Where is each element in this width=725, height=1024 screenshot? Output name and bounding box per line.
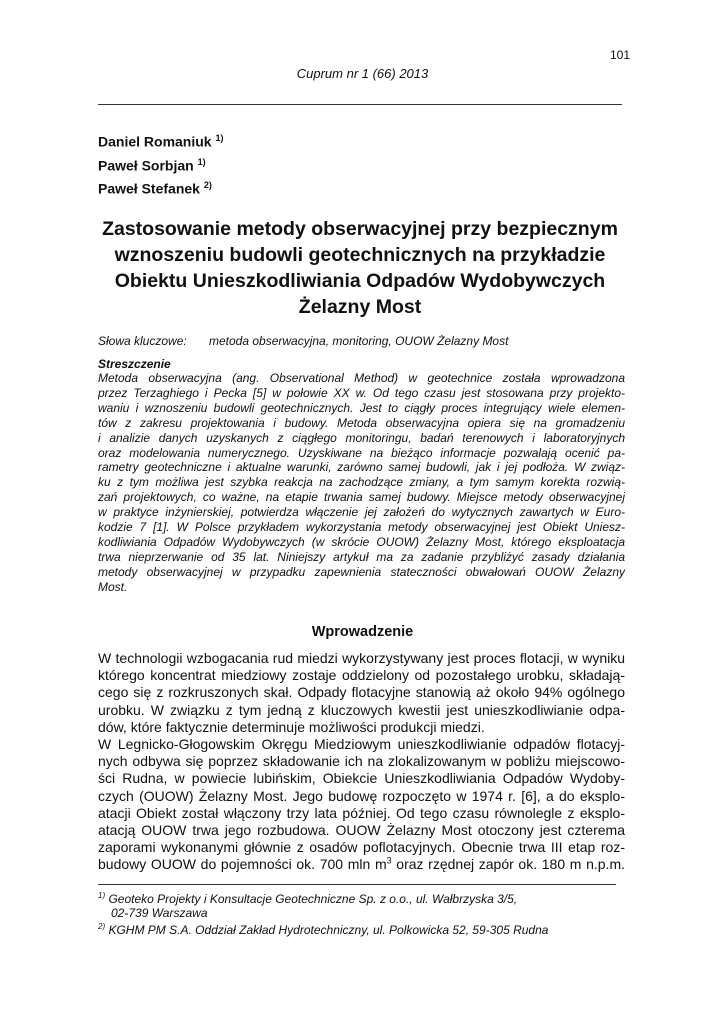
abstract-line: trwa nieprzerwanie od 35 lat. Niniejszy artykuł ma za zadanie przybliżyć zasady działania — [98, 549, 625, 564]
footnote-divider — [98, 884, 616, 885]
paper-title: Zastosowanie metody obserwacyjnej przy bezpiecznym wznoszeniu budowli geotechnicznych na przykładzie Obiektu Unieszkodliwiania Odpadów Wydobywczych Żelazny Most — [102, 218, 618, 318]
header-divider — [98, 104, 622, 105]
page-number: 101 — [609, 48, 630, 62]
abstract-line: waniu i wznoszeniu budowli geotechnicznych. Jest to ciągły proces integrujący wiele elemen- — [98, 400, 625, 415]
abstract-line: Most. — [98, 579, 128, 594]
abstract-line: metody obserwacyjnej w przypadku zapewnienia stateczności obwałowań OUOW Żelazny — [98, 564, 625, 579]
body-line: atacją OUOW trwa jego rozbudowa. OUOW Żelazny Most otoczony jest czterema — [98, 822, 625, 839]
abstract-line: przez Terzaghiego i Pecka [5] w połowie XX w. Od tego czasu jest stosowana przy projekto- — [98, 385, 625, 400]
footnotes — [98, 889, 548, 937]
intro-text — [98, 650, 625, 874]
body-line: którego koncentrat miedziowy zostaje oddzielony od pozostałego urobku, składają- — [98, 667, 625, 684]
footnote: $^{1)}$ Geoteko Projekty i Konsultacje Geotechniczne Sp. z o.o., ul. Wałbrzyska 3/5, — [98, 891, 518, 906]
body-line: cego się z rozkruszonych skał. Odpady flotacyjne stanowią aż około 94% ogólnego — [98, 684, 625, 701]
body-line: W technologii wzbogacania rud miedzi wykorzystywany jest proces flotacji, w wyniku — [98, 650, 625, 666]
abstract-line: tów z zakresu projektowania i budowy. Metoda obserwacyjna opiera się na gromadzeniu — [98, 415, 625, 430]
abstract-line: Metoda obserwacyjna (ang. Observational Method) w geotechnice została wprowadzona — [98, 371, 625, 385]
author: Paweł Sorbjan $^{1)}$ — [98, 156, 206, 174]
footnote-continuation: 02-739 Warszawa — [111, 906, 208, 920]
abstract-text — [98, 371, 625, 595]
abstract-line: rametry geotechniczne i aktualne warunki, zarówno samej budowli, jak i jej podłoża. W związ- — [98, 460, 625, 475]
body-line: budowy OUOW do pojemności ok. 700 mln $m^3$ oraz rzędnej zapór ok. 180 m n.p.m. — [98, 856, 625, 873]
body-line: urobku. W związku z tym jedną z kluczowych kwestii jest unieszkodliwianie odpa- — [98, 701, 625, 718]
keywords — [98, 334, 508, 348]
author: Paweł Stefanek $^{2)}$ — [98, 180, 212, 197]
body-line: czych (OUOW) Żelazny Most. Jego budowę rozpoczęto w 1974 r. [6], a do eksplo- — [98, 787, 625, 804]
body-line: ści Rudna, w powiecie lubińskim, Obiekcie Unieszkodliwiania Odpadów Wydoby- — [98, 770, 625, 787]
body-line: zaporami wykonanymi głównie z osadów poflotacyjnych. Obecnie trwa III etap roz- — [98, 839, 625, 856]
abstract-heading: Streszczenie — [98, 357, 171, 371]
author: Daniel Romaniuk $^{1)}$ — [98, 133, 224, 150]
abstract-line: zań projektowych, co ważne, na etapie trwania samej budowy. Miejsce metody obserwacyjnej — [98, 490, 625, 505]
section-heading: Wprowadzenie — [311, 624, 414, 640]
abstract-line: i analizie danych uzyskanych z ciągłego monitoringu, badań terenowych i laboratoryjnych — [98, 430, 625, 445]
body-line: nych odbywa się poprzez składowanie ich na zlokalizowanym w pobliżu miejscowo- — [98, 753, 625, 770]
abstract-line: kodzie 7 [1]. W Polsce przykładem wykorzystania metody obserwacyjnej jest Obiekt Uniesz- — [98, 520, 625, 535]
author-list — [98, 128, 224, 199]
abstract-line: ku z tym możliwa jest szybka reakcja na zachodzące zmiany, a tym samym korekta rozwią- — [98, 475, 625, 490]
abstract-line: kodliwiania Odpadów Wydobywczych (w skrócie OUOW) Żelazny Most, którego eksploatacja — [98, 534, 625, 549]
body-line: atacji Obiekt został włączony trzy lata później. Od tego czasu równolegle z eksplo- — [98, 804, 625, 821]
abstract-line: oraz modelowania numerycznego. Uzyskiwane na bieżąco informacje pozwalają ocenić pa- — [98, 445, 625, 460]
abstract-line: w praktyce inżynierskiej, potwierdza włączenie jej założeń do wytycznych zawartych w Euro- — [98, 505, 625, 520]
body-line: W Legnicko-Głogowskim Okręgu Miedziowym unieszkodliwianie odpadów flotacyj- — [98, 736, 625, 753]
keywords-value: metoda obserwacyjna, monitoring, OUOW Żelazny Most — [209, 334, 509, 348]
footnote: $^{2)}$ KGHM PM S.A. Oddział Zakład Hydrotechniczny, ul. Polkowicka 52, 59-305 Rudna — [98, 922, 549, 937]
keywords-label: Słowa kluczowe: — [98, 334, 187, 348]
journal-header: Cuprum nr 1 (66) 2013 — [296, 66, 429, 81]
body-line: dów, które faktycznie determinuje możliwości produkcji miedzi. — [98, 718, 485, 735]
